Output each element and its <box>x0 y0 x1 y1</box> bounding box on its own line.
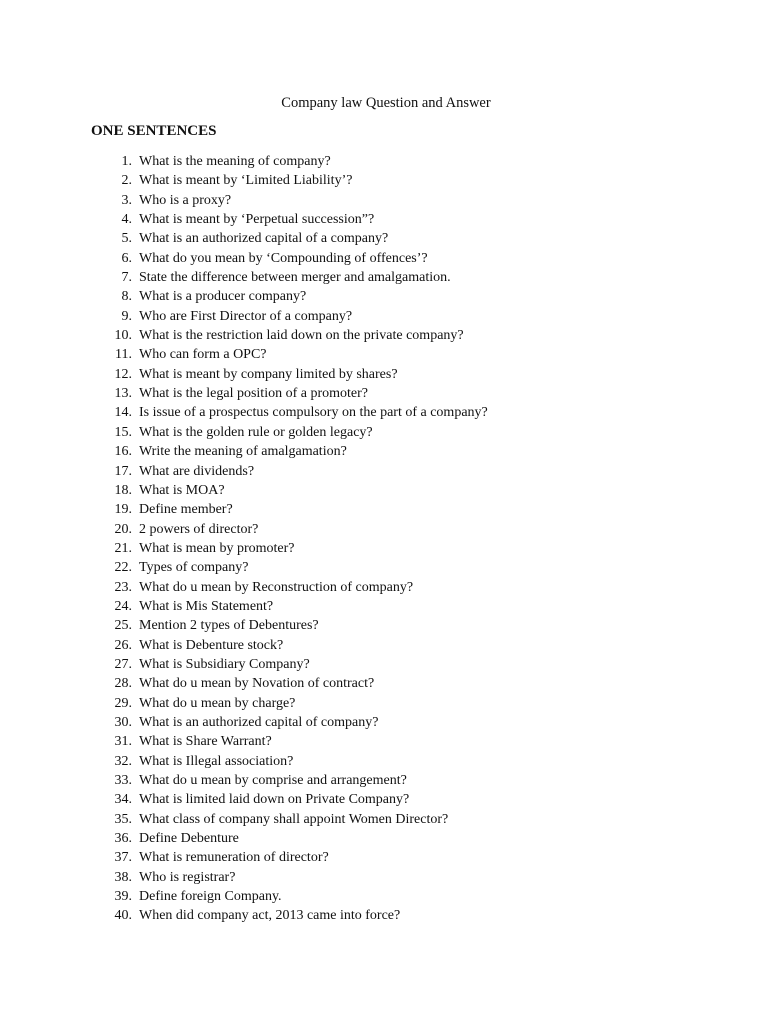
question-number: 26. <box>114 637 132 653</box>
question-text: Who is a proxy? <box>139 192 232 208</box>
question-number: 25. <box>114 618 132 634</box>
question-number: 5. <box>121 231 132 247</box>
question-text: What is MOA? <box>139 482 225 498</box>
question-number: 28. <box>114 676 132 692</box>
question-number: 36. <box>114 831 132 847</box>
question-number: 37. <box>114 850 132 866</box>
question-number: 4. <box>121 212 132 228</box>
question-number: 23. <box>114 579 132 595</box>
question-text: Define foreign Company. <box>139 889 282 905</box>
question-number: 6. <box>121 250 132 266</box>
question-text: What is Subsidiary Company? <box>139 656 310 672</box>
question-text: What do u mean by comprise and arrangement? <box>139 773 407 788</box>
question-number: 21. <box>114 540 132 556</box>
question-number: 16. <box>114 444 132 460</box>
question-text: What is limited laid down on Private Company? <box>139 792 410 808</box>
question-number: 3. <box>121 192 132 208</box>
question-number: 29. <box>114 695 132 711</box>
question-text: What is Share Warrant? <box>139 734 272 750</box>
question-number: 1. <box>121 154 132 169</box>
question-number: 18. <box>114 482 132 498</box>
question-number: 22. <box>114 560 132 576</box>
question-number: 38. <box>114 869 132 885</box>
question-number: 31. <box>114 734 132 750</box>
question-text: What class of company shall appoint Women Director? <box>139 811 449 827</box>
question-number: 15. <box>114 424 132 440</box>
question-number: 17. <box>114 463 132 479</box>
section-heading: ONE SENTENCES <box>91 123 217 139</box>
question-text: Write the meaning of amalgamation? <box>139 444 347 460</box>
question-text: What do you mean by ‘Compounding of offences’? <box>139 250 428 266</box>
question-text: When did company act, 2013 came into force? <box>139 908 401 924</box>
question-text: Define Debenture <box>139 831 239 847</box>
question-text: What is meant by ‘Perpetual succession”? <box>139 212 375 228</box>
question-text: What is the legal position of a promoter? <box>139 386 368 402</box>
question-number: 11. <box>115 347 132 363</box>
question-number: 13. <box>114 386 132 402</box>
question-text: 2 powers of director? <box>139 521 259 537</box>
question-text: What is mean by promoter? <box>139 540 295 556</box>
question-number: 9. <box>121 308 132 324</box>
question-text: What is the meaning of company? <box>139 154 331 169</box>
question-number: 39. <box>114 889 132 905</box>
question-text: What is the golden rule or golden legacy? <box>139 424 373 440</box>
question-number: 10. <box>114 328 132 344</box>
question-text: What do u mean by Reconstruction of company? <box>139 579 414 595</box>
question-number: 14. <box>114 405 132 421</box>
question-text: What is meant by ‘Limited Liability’? <box>139 173 353 189</box>
question-number: 2. <box>121 173 132 189</box>
question-text: What are dividends? <box>139 463 255 479</box>
question-text: Who are First Director of a company? <box>139 308 353 324</box>
question-text: What is Mis Statement? <box>139 598 274 614</box>
question-number: 30. <box>114 714 132 730</box>
question-text: What is Illegal association? <box>139 753 294 769</box>
question-number: 8. <box>121 289 132 305</box>
question-text: Types of company? <box>139 560 249 576</box>
question-number: 27. <box>114 656 132 672</box>
question-number: 32. <box>114 753 132 769</box>
question-number: 33. <box>114 773 132 788</box>
question-text: What is an authorized capital of a company? <box>139 231 389 247</box>
question-text: What do u mean by Novation of contract? <box>139 676 375 692</box>
page-title: Company law Question and Answer <box>281 95 491 111</box>
question-number: 35. <box>114 811 132 827</box>
question-text: What is an authorized capital of company? <box>139 714 379 730</box>
question-text: What is a producer company? <box>139 289 307 305</box>
question-text: Who is registrar? <box>139 869 236 885</box>
question-text: Mention 2 types of Debentures? <box>139 618 319 634</box>
question-text: Define member? <box>139 502 233 518</box>
question-text: State the difference between merger and amalgamation. <box>139 270 451 286</box>
question-number: 20. <box>114 521 132 537</box>
question-number: 24. <box>114 598 132 614</box>
question-number: 40. <box>114 908 132 924</box>
question-number: 34. <box>114 792 132 808</box>
question-number: 19. <box>114 502 132 518</box>
question-text: What is remuneration of director? <box>139 850 329 866</box>
question-text: What is the restriction laid down on the private company? <box>139 328 464 344</box>
question-number: 7. <box>121 270 132 286</box>
question-text: What is meant by company limited by shares? <box>139 366 398 382</box>
question-text: Who can form a OPC? <box>139 347 267 363</box>
question-text: What do u mean by charge? <box>139 695 296 711</box>
question-number: 12. <box>114 366 132 382</box>
question-text: What is Debenture stock? <box>139 637 284 653</box>
question-text: Is issue of a prospectus compulsory on the part of a company? <box>139 405 488 421</box>
